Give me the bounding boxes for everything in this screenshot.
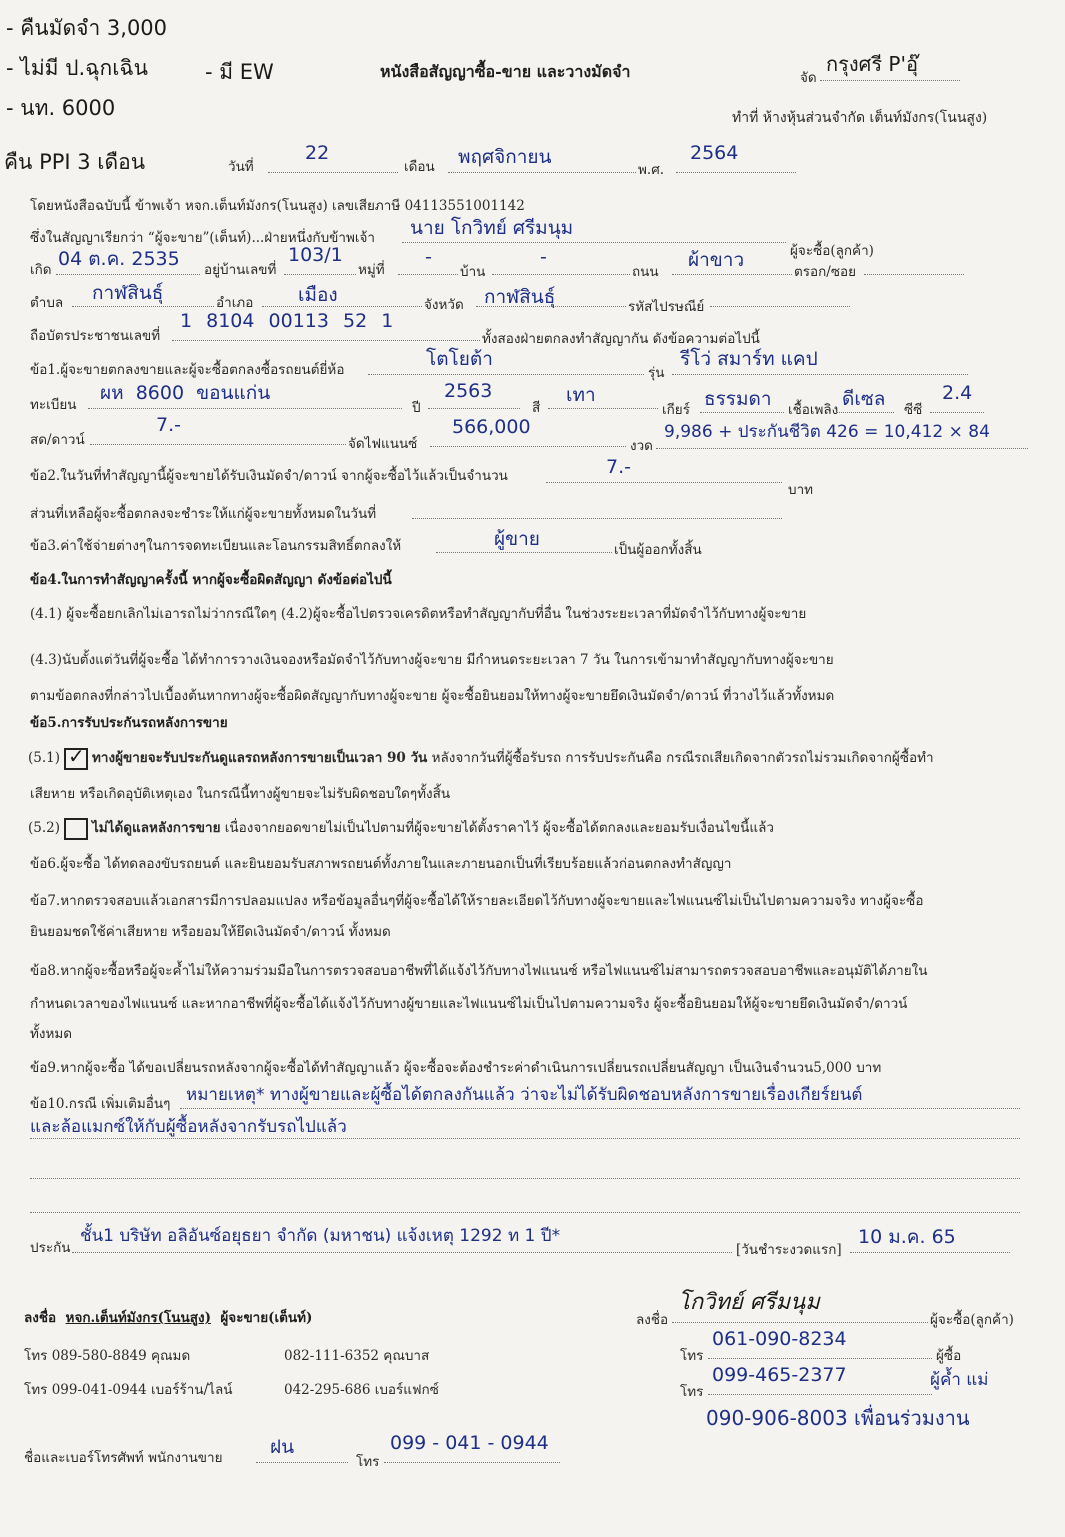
car-cc: 2.4 [942,382,973,404]
no-warranty-checkbox[interactable] [64,818,88,840]
village-value: - [540,246,547,268]
color-label: สี [532,400,541,416]
clause4-line1: (4.1) ผู้จะซื้อยกเลิกไม่เอารถไม่ว่ากรณีใดๆ (4.2)ผู้จะซื้อไปตรวจเครดิตหรือทำสัญญากับที่อื่น ในช่วงระยะเวลาที่มัดจำไว้กับทางผู้จะขาย [30,606,807,622]
car-brand: โตโยต้า [426,348,493,370]
house-value: 103/1 [288,244,343,266]
clause5-1-rest: หลังจากวันที่ผู้ซื้อรับรถ การรับประกันคือ กรณีรถเสียเกิดจากตัวรถไม่รวมเกิดจากผู้ซื้อทำ [427,750,934,766]
month-value: พฤศจิกายน [458,146,552,168]
model-label: รุ่น [648,365,665,381]
contact-2: 082-111-6352 คุณบาส [284,1348,430,1364]
staff-tel-label: โทร [356,1454,380,1470]
checkmark-icon: ✓ [68,743,85,768]
clause7-line2: ยินยอมชดใช้ค่าเสียหาย หรือยอมให้ยึดเงินมัดจำ/ดาวน์ ทั้งหมด [30,924,391,940]
insurance-label: ประกัน [30,1240,71,1256]
moo-label: หมู่ที่ [358,262,385,278]
road-value: ผ้าขาว [688,249,745,271]
intro-text: โดยหนังสือฉบับนี้ ข้าพเจ้า หจก.เต็นท์มังกร(โนนสูง) เลขเสียภาษี 04113551001142 [30,198,525,214]
village-label: บ้าน [460,264,486,280]
staff-name: ฝน [270,1436,295,1458]
clause7-line1: ข้อ7.หากตรวจสอบแล้วเอกสารมีการปลอมแปลง หรือข้อมูลอื่นๆที่ผู้จะซื้อได้ให้รายละเอียดไว้กับทางผู้จะขายและไฟแนนซ์ไม่เป็นไปตามความจริง ทางผู้จะซื้อ [30,893,924,909]
car-reg: ผห 8600 ขอนแก่น [100,382,271,404]
finance-amount-label: จัดไฟแนนซ์ [348,436,418,452]
buyer-signature: โกวิทย์ ศรีมนุม [678,1290,820,1315]
province-value: กาฬสินธุ์ [484,286,556,308]
gear-label: เกียร์ [662,402,690,418]
guarantor-role: ผู้ค้ำ แม่ [930,1370,989,1390]
guarantor-tel-label: โทร [680,1384,704,1400]
staff-label: ชื่อและเบอร์โทรศัพท์ พนักงานขาย [24,1450,223,1466]
note-nt: - นท. 6000 [6,96,116,120]
clause3-suffix: เป็นผู้ออกทั้งสิ้น [614,542,702,558]
guarantor-tel: 099-465-2377 [712,1364,847,1386]
buyer-name: นาย โกวิทย์ ศรีมนุม [410,217,574,239]
year-label: พ.ศ. [638,162,665,178]
clause1-label: ข้อ1.ผู้จะขายตกลงขายและผู้จะซื้อตกลงซื้อรถยนต์ยี่ห้อ [30,362,345,378]
born-label: เกิด [30,262,52,278]
clause10-note-line2: และล้อแมกซ์ให้กับผู้ซื้อหลังจากรับรถไปแล้ว [30,1117,347,1137]
clause8-line3: ทั้งหมด [30,1026,73,1042]
clause5-2-num: (5.2) [28,820,61,836]
clause2-text: ข้อ2.ในวันที่ทำสัญญานี้ผู้จะขายได้รับเงินมัดจำ/ดาวน์ จากผู้จะซื้อไว้แล้วเป็นจำนวน [30,468,508,484]
deposit-amount: 7.- [606,456,631,478]
id-suffix: ทั้งสองฝ่ายตกลงทำสัญญากัน ดังข้อความต่อไปนี้ [482,331,760,347]
clause5-1-line2: เสียหาย หรือเกิดอุบัติเหตุเอง ในกรณีนี้ทางผู้ขายจะไม่รับผิดชอบใดๆทั้งสิ้น [30,786,451,802]
buyer-tel: 061-090-8234 [712,1328,847,1350]
buyer-suffix: ผู้จะซื้อ(ลูกค้า) [790,243,874,259]
id-label: ถือบัตรประชาชนเลขที่ [30,328,161,344]
finance-value: กรุงศรี P'อุ๊ [826,52,918,76]
place-label: ทำที่ ห้างหุ้นส่วนจำกัด เต็นท์มังกร(โนนสูง) [732,110,988,126]
zip-label: รหัสไปรษณีย์ [628,299,705,315]
contact-3: โทร 099-041-0944 เบอร์ร้าน/ไลน์ [24,1382,233,1398]
buyer-role: ผู้จะซื้อ(ลูกค้า) [930,1312,1014,1328]
alley-label: ตรอก/ซอย [794,264,857,280]
clause4-line3: ตามข้อตกลงที่กล่าวไปเบื้องต้นหากทางผู้จะซื้อผิดสัญญากับทางผู้จะขาย ผู้จะซื้อยินยอมให้ทางผู้จะขายยึดเงินมัดจำ/ดาวน์ ที่วางไว้แล้วทั้งหมด [30,688,835,704]
first-payment-label: [วันชำระงวดแรก] [736,1242,842,1258]
down-value: 7.- [156,414,181,436]
district-value: เมือง [298,284,338,306]
note-ew: - มี EW [205,60,274,84]
year-value: 2564 [690,142,739,164]
clause5-2-bold: ไม่ได้ดูแลหลังการขาย [92,820,221,836]
subdistrict-value: กาฬสินธุ์ [92,282,164,304]
note-no-insurance: - ไม่มี ป.ฉุกเฉิน [6,56,149,80]
clause5-1-bold: ทางผู้ขายจะรับประกันดูแลรถหลังการขายเป็นเวลา 90 วัน [92,750,428,766]
note-deposit-return: - คืนมัดจำ 3,000 [6,16,168,40]
installment-label: งวด [630,438,653,454]
car-color: เทา [566,384,596,406]
clause3-who: ผู้ขาย [494,528,540,550]
installment-value: 9,986 + ประกันชีวิต 426 = 10,412 × 84 [664,422,990,442]
clause8-line1: ข้อ8.หากผู้จะซื้อหรือผู้จะค้ำไม่ให้ความร่วมมือในการตรวจสอบอาชีพที่ได้แจ้งไว้กับทางไฟแนนซ์ หรือไฟแนนซ์ไม่สามารถตรวจสอบอาชีพและอนุมัติได้ภายใน [30,963,928,979]
clause2-remain: ส่วนที่เหลือผู้จะซื้อตกลงจะชำระให้แก่ผู้จะขายทั้งหมดในวันที่ [30,506,377,522]
seller-name: หจก.เต็นท์มังกร(โนนสูง) [65,1310,211,1326]
clause8-line2: กำหนดเวลาของไฟแนนซ์ และหากอาชีพที่ผู้จะซื้อได้แจ้งไว้กับทางผู้ขายและไฟแนนซ์ไม่เป็นไปตามความจริง ผู้จะซื้อยินยอมให้ผู้จะขายยึดเงินมัดจำ/ดาวน์ [30,996,908,1012]
first-payment-value: 10 ม.ค. 65 [858,1226,956,1248]
month-label: เดือน [404,159,435,175]
clause10-note-line1: หมายเหตุ* ทางผู้ขายและผู้ซื้อได้ตกลงกันแล้ว ว่าจะไม่ได้รับผิดชอบหลังการขายเรื่องเกียร์ยนต์ [186,1085,863,1105]
seller-sign-label: ลงชื่อ [24,1310,57,1326]
deposit-unit: บาท [788,482,814,498]
insurance-value: ชั้น1 บริษัท อลิอันซ์อยุธยา จำกัด (มหาชน) แจ้งเหตุ 1292 ท 1 ปี* [80,1226,561,1246]
car-fuel: ดีเซล [842,388,886,410]
contact-1: โทร 089-580-8849 คุณมด [24,1348,191,1364]
clause4-title: ข้อ4.ในการทำสัญญาครั้งนี้ หากผู้จะซื้อผิดสัญญา ดังข้อต่อไปนี้ [30,572,392,588]
contact-4: 042-295-686 เบอร์แฟกซ์ [284,1382,439,1398]
district-label: อำเภอ [216,295,254,311]
house-label: อยู่บ้านเลขที่ [204,262,277,278]
finance-amount: 566,000 [452,416,531,438]
clause5-1-num: (5.1) [28,750,61,766]
seller-line: ซึ่งในสัญญาเรียกว่า “ผู้จะขาย”(เต็นท์)...ฝ่ายหนึ่งกับข้าพเจ้า [30,230,375,246]
clause3-text: ข้อ3.ค่าใช้จ่ายต่างๆในการจดทะเบียนและโอนกรรมสิทธิ์ตกลงให้ [30,538,402,554]
year-label-car: ปี [412,400,421,416]
clause5-title: ข้อ5.การรับประกันรถหลังการขาย [30,715,228,731]
day-value: 22 [305,142,330,164]
down-label: สด/ดาวน์ [30,432,85,448]
car-gear: ธรรมดา [704,388,772,410]
note-ppi: คืน PPI 3 เดือน [4,150,146,174]
seller-signature [24,1306,312,1328]
seller-role: ผู้จะขาย(เต็นท์) [220,1310,313,1326]
finance-label: จัด [800,70,817,86]
buyer-sign-label: ลงชื่อ [636,1312,669,1328]
buyer-tel-role: ผู้ซื้อ [936,1348,962,1364]
born-value: 04 ต.ค. 2535 [58,248,180,270]
clause5-2-line [28,816,774,840]
moo-value: - [425,246,432,268]
staff-tel: 099 - 041 - 0944 [390,1432,549,1454]
clause4-line2: (4.3)นับตั้งแต่วันที่ผู้จะซื้อ ได้ทำการวางเงินจองหรือมัดจำไว้กับทางผู้จะขาย มีกำหนดระยะเวลา 7 วัน ในการเข้ามาทำสัญญากับทางผู้จะขาย [30,652,834,668]
clause10-label: ข้อ10.กรณี เพิ่มเติมอื่นๆ [30,1096,171,1112]
friend-tel: 090-906-8003 เพื่อนร่วมงาน [706,1406,970,1430]
day-label: วันที่ [228,159,254,175]
clause5-2-rest: เนื่องจากยอดขายไม่เป็นไปตามที่ผู้จะขายได้ตั้งราคาไว้ ผู้จะซื้อได้ตกลงและยอมรับเงื่อนไขนี้แล้ว [220,820,774,836]
province-label: จังหวัด [424,297,464,313]
document-title: หนังสือสัญญาซื้อ-ขาย และวางมัดจำ [380,62,631,81]
fuel-label: เชื้อเพลิง [788,402,839,418]
id-value: 1 8104 00113 52 1 [180,310,394,332]
clause6: ข้อ6.ผู้จะซื้อ ได้ทดลองขับรถยนต์ และยินยอมรับสภาพรถยนต์ทั้งภายในและภายนอกเป็นที่เรียบร้อยแล้วก่อนตกลงทำสัญญา [30,856,732,872]
warranty-checkbox[interactable] [64,743,88,770]
buyer-tel-label: โทร [680,1348,704,1364]
clause9: ข้อ9.หากผู้จะซื้อ ได้ขอเปลี่ยนรถหลังจากผู้จะซื้อได้ทำสัญญาแล้ว ผู้จะซื้อจะต้องชำระค่าดำเนินการเปลี่ยนรถเปลี่ยนสัญญา เป็นเงินจำนวน5,000 บาท [30,1060,882,1076]
cc-label: ซีซี [904,402,923,418]
car-year: 2563 [444,380,493,402]
car-model: รีโว่ สมาร์ท แคป [680,348,818,370]
clause5-1-line [28,743,934,770]
subdistrict-label: ตำบล [30,295,64,311]
road-label: ถนน [632,264,659,280]
reg-label: ทะเบียน [30,397,77,413]
